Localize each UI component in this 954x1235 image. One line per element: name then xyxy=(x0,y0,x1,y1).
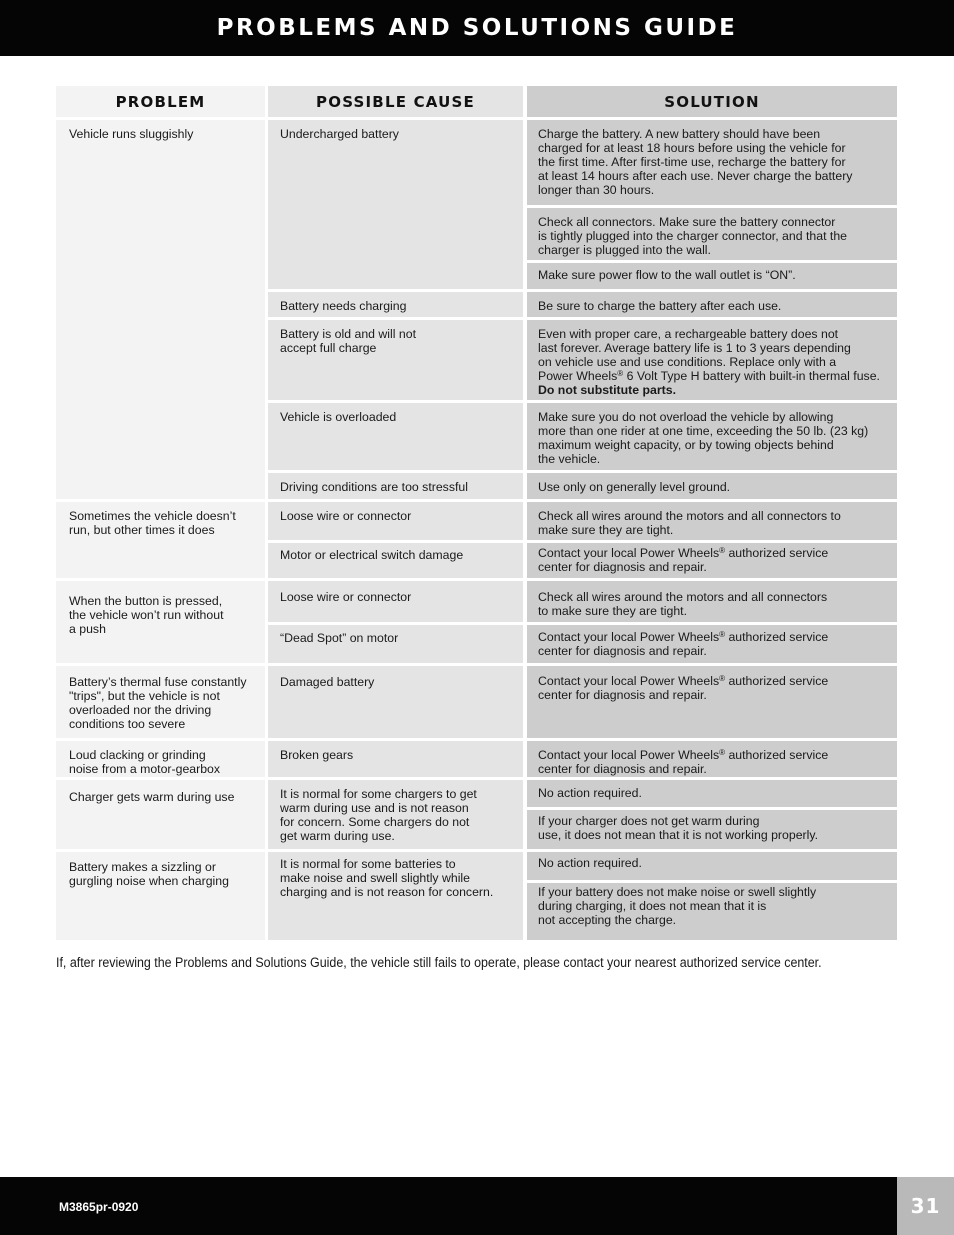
registered-mark: ® xyxy=(617,369,624,378)
title-bar xyxy=(0,0,954,56)
problem-cell: Loud clacking or grinding noise from a motor-gearbox xyxy=(56,741,265,777)
solution-cell: No action required. xyxy=(527,852,897,880)
solution-text: Contact your local Power Wheels xyxy=(538,674,720,688)
registered-mark: ® xyxy=(719,674,726,683)
cause-cell: Undercharged battery xyxy=(268,120,523,289)
cause-cell: Motor or electrical switch damage xyxy=(268,543,523,578)
solution-text: authorized service center for diagnosis and repair. xyxy=(538,674,829,702)
cause-cell: Loose wire or connector xyxy=(268,581,523,622)
cause-cell: Damaged battery xyxy=(268,666,523,738)
problem-cell: Battery’s thermal fuse constantly "trips", but the vehicle is not overloaded nor the driving conditions too severe xyxy=(56,666,265,738)
page-title: PROBLEMS AND SOLUTIONS GUIDE xyxy=(216,15,738,41)
problem-cell: Charger gets warm during use xyxy=(56,780,265,849)
page-number: 31 xyxy=(897,1177,954,1235)
warning-text: Do not substitute parts. xyxy=(538,383,676,397)
cause-cell: It is normal for some chargers to get warm during use and is not reason for concern. Some chargers do not get warm during use. xyxy=(268,780,523,849)
solution-text: Contact your local Power Wheels xyxy=(538,546,720,560)
solution-cell xyxy=(527,741,897,777)
problem-cell: When the button is pressed, the vehicle won’t run without a push xyxy=(56,581,265,663)
solution-cell: Check all wires around the motors and all connectors to make sure they are tight. xyxy=(527,502,897,540)
solution-cell: Check all wires around the motors and all connectors to make sure they are tight. xyxy=(527,581,897,622)
solution-text: Even with proper care, a rechargeable battery does not last forever. Average battery life is 1 to 3 years depending on vehicle use and use conditions. Replace only with a Power Wheels xyxy=(538,327,851,383)
solution-cell xyxy=(527,625,897,663)
cause-cell: It is normal for some batteries to make noise and swell slightly while charging and is not reason for concern. xyxy=(268,852,523,940)
solution-cell xyxy=(527,320,897,400)
solution-text: authorized service center for diagnosis and repair. xyxy=(538,630,829,658)
cause-cell: Driving conditions are too stressful xyxy=(268,473,523,499)
solution-cell: Make sure you do not overload the vehicle by allowing more than one rider at one time, exceeding the 50 lb. (23 kg) maximum weight capacity, or by towing objects behind the vehicle. xyxy=(527,403,897,470)
cause-cell: “Dead Spot” on motor xyxy=(268,625,523,663)
solution-cell: If your charger does not get warm during use, it does not mean that it is not working properly. xyxy=(527,810,897,849)
solution-text: authorized service center for diagnosis and repair. xyxy=(538,748,829,776)
solution-cell: If your battery does not make noise or swell slightly during charging, it does not mean that it is not accepting the charge. xyxy=(527,883,897,940)
registered-mark: ® xyxy=(719,630,726,639)
footer-note: If, after reviewing the Problems and Solutions Guide, the vehicle still fails to operate, please contact your nearest authorized service center. xyxy=(56,955,822,970)
problem-cell: Sometimes the vehicle doesn’t run, but other times it does xyxy=(56,502,265,578)
registered-mark: ® xyxy=(719,546,726,555)
cause-cell: Vehicle is overloaded xyxy=(268,403,523,470)
cause-cell: Loose wire or connector xyxy=(268,502,523,540)
cause-cell: Battery needs charging xyxy=(268,292,523,317)
problem-cell: Battery makes a sizzling or gurgling noise when charging xyxy=(56,852,265,940)
cause-cell: Broken gears xyxy=(268,741,523,777)
solution-text: authorized service center for diagnosis and repair. xyxy=(538,546,829,574)
model-number: M3865pr-0920 xyxy=(59,1200,139,1214)
solution-text: Contact your local Power Wheels xyxy=(538,630,720,644)
solution-cell: Be sure to charge the battery after each use. xyxy=(527,292,897,317)
cause-cell: Battery is old and will not accept full charge xyxy=(268,320,523,400)
header-solution: SOLUTION xyxy=(527,86,897,117)
registered-mark: ® xyxy=(719,748,726,757)
header-problem: PROBLEM xyxy=(56,86,265,117)
header-cause: POSSIBLE CAUSE xyxy=(268,86,523,117)
solution-cell: Use only on generally level ground. xyxy=(527,473,897,499)
solution-cell xyxy=(527,543,897,578)
solution-cell: No action required. xyxy=(527,780,897,807)
solution-cell: Charge the battery. A new battery should have been charged for at least 18 hours before using the vehicle for the first time. After first-time use, recharge the battery for at least 14 hours after each use. Never charge the battery longer than 30 hours. xyxy=(527,120,897,205)
problem-cell: Vehicle runs sluggishly xyxy=(56,120,265,499)
solution-text: Contact your local Power Wheels xyxy=(538,748,720,762)
solution-cell xyxy=(527,666,897,738)
solution-cell: Make sure power flow to the wall outlet is “ON”. xyxy=(527,263,897,289)
solution-text: 6 Volt Type H battery with built-in thermal fuse. xyxy=(623,369,880,383)
solution-cell: Check all connectors. Make sure the battery connector is tightly plugged into the charger connector, and that the charger is plugged into the wall. xyxy=(527,208,897,260)
